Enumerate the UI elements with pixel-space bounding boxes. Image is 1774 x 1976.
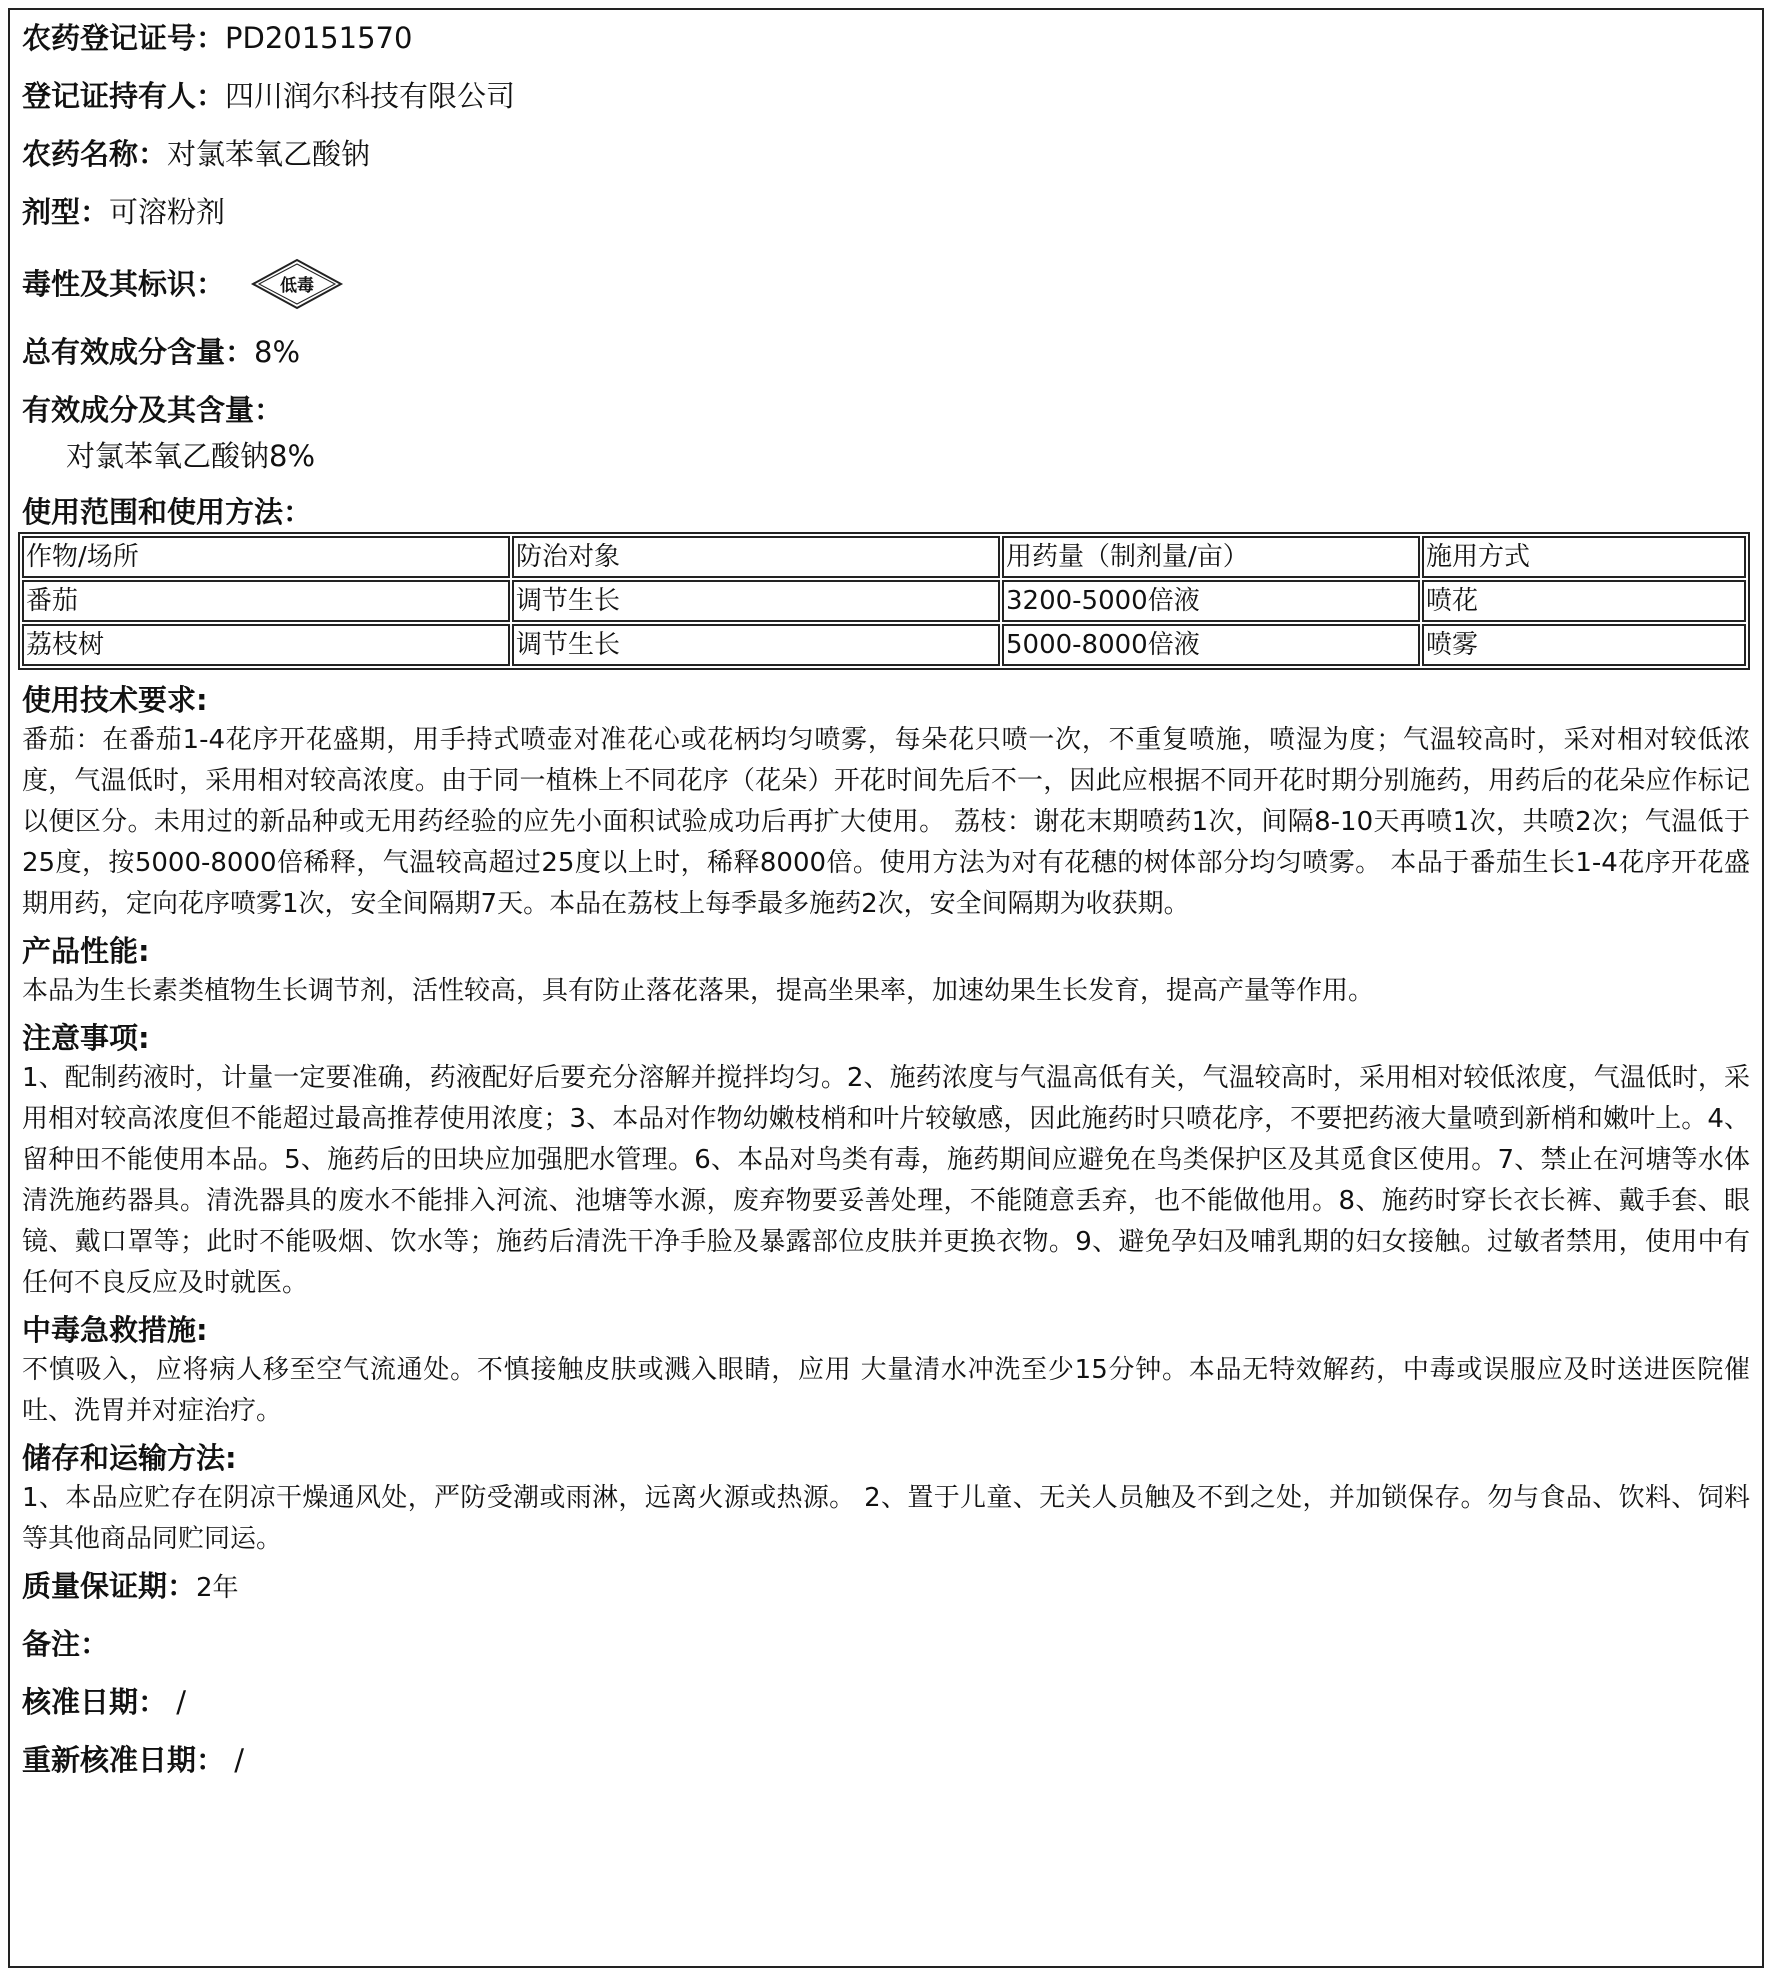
name-line	[22, 138, 1750, 170]
toxicity-line	[22, 254, 1750, 314]
notes-text: 1、配制药液时，计量一定要准确，药液配好后要充分溶解并搅拌均匀。2、施药浓度与气温高低有关，气温较高时，采用相对较低浓度，气温低时，采用相对较高浓度但不能超过最高推荐使用浓度；3、本品对作物幼嫩枝梢和叶片较敏感，因此施药时只喷花序，不要把药液大量喷到新梢和嫩叶上。4、留种田不能使用本品。5、施药后的田块应加强肥水管理。6、本品对鸟类有毒，施药期间应避免在鸟类保护区及其觅食区使用。7、禁止在河塘等水体清洗施药器具。清洗器具的废水不能排入河流、池塘等水源，废弃物要妥善处理，不能随意丢弃，也不能做他用。8、施药时穿长衣长裤、戴手套、眼镜、戴口罩等；此时不能吸烟、饮水等；施药后清洗干净手脸及暴露部位皮肤并更换衣物。9、避免孕妇及哺乳期的妇女接触。过敏者禁用，使用中有任何不良反应及时就医。	[22, 1063, 1750, 1298]
remarks-label: 备注：	[22, 1627, 110, 1661]
table-cell: 3200-5000倍液	[1002, 580, 1420, 622]
usage-label: 使用范围和使用方法：	[22, 495, 313, 529]
total-content-line	[22, 336, 1750, 368]
name-label: 农药名称：	[22, 137, 168, 171]
ingredients-value: 对氯苯氧乙酸钠8%	[66, 439, 316, 473]
header-cell: 作物/场所	[22, 536, 510, 578]
table-cell: 调节生长	[512, 580, 1000, 622]
registration-value: PD20151570	[225, 21, 413, 55]
warranty-line	[22, 1570, 1750, 1602]
holder-value: 四川润尔科技有限公司	[225, 79, 516, 113]
holder-line	[22, 80, 1750, 112]
approval-value: /	[167, 1685, 187, 1719]
firstaid-label: 中毒急救措施:	[22, 1313, 208, 1347]
pesticide-label-document	[8, 8, 1764, 1968]
name-value: 对氯苯氧乙酸钠	[167, 137, 371, 171]
ingredients-label: 有效成分及其含量：	[22, 393, 284, 427]
warranty-label: 质量保证期：	[22, 1569, 197, 1603]
total-content-value: 8%	[254, 335, 301, 369]
usage-table	[18, 532, 1750, 670]
notes-label: 注意事项:	[22, 1021, 150, 1055]
badge-text: 低毒	[280, 276, 315, 296]
performance-text: 本品为生长素类植物生长调节剂，活性较高，具有防止落花落果，提高坐果率，加速幼果生长发育，提高产量等作用。	[22, 976, 1375, 1006]
table-cell: 调节生长	[512, 624, 1000, 666]
table-row	[22, 580, 1746, 622]
table-cell: 番茄	[22, 580, 510, 622]
storage-label: 储存和运输方法:	[22, 1441, 237, 1475]
registration-label: 农药登记证号：	[22, 21, 226, 55]
firstaid-text: 不慎吸入，应将病人移至空气流通处。不慎接触皮肤或溅入眼睛，应用 大量清水冲洗至少15分钟。本品无特效解药，中毒或误服应及时送进医院催吐、洗胃并对症治疗。	[22, 1355, 1750, 1426]
header-cell: 用药量（制剂量/亩）	[1002, 536, 1420, 578]
warranty-value: 2年	[196, 1573, 239, 1603]
remarks-line	[22, 1628, 1750, 1660]
table-header-row	[22, 536, 1746, 578]
performance-label: 产品性能:	[22, 934, 150, 968]
table-cell: 5000-8000倍液	[1002, 624, 1420, 666]
reapproval-value: /	[225, 1743, 245, 1777]
table-cell: 荔枝树	[22, 624, 510, 666]
header-cell: 防治对象	[512, 536, 1000, 578]
table-cell: 喷花	[1422, 580, 1746, 622]
tech-label: 使用技术要求:	[22, 683, 208, 717]
reapproval-label: 重新核准日期：	[22, 1743, 226, 1777]
table-cell: 喷雾	[1422, 624, 1746, 666]
tech-text: 番茄：在番茄1-4花序开花盛期，用手持式喷壶对准花心或花柄均匀喷雾，每朵花只喷一次，不重复喷施，喷湿为度；气温较高时，采对相对较低浓度，气温低时，采用相对较高浓度。由于同一植株上不同花序（花朵）开花时间先后不一，因此应根据不同开花时期分别施药，用药后的花朵应作标记以便区分。未用过的新品种或无用药经验的应先小面积试验成功后再扩大使用。 荔枝：谢花末期喷药1次，间隔8-10天再喷1次，共喷2次；气温低于25度，按5000-8000倍稀释，气温较高超过25度以上时，稀释8000倍。使用方法为对有花穗的树体部分均匀喷雾。 本品于番茄生长1-4花序开花盛期用药，定向花序喷雾1次，安全间隔期7天。本品在荔枝上每季最多施药2次，安全间隔期为收获期。	[22, 725, 1750, 919]
toxicity-label: 毒性及其标识：	[22, 267, 226, 301]
storage-text: 1、本品应贮存在阴凉干燥通风处，严防受潮或雨淋，远离火源或热源。 2、置于儿童、无关人员触及不到之处，并加锁保存。勿与食品、饮料、饲料等其他商品同贮同运。	[22, 1483, 1750, 1554]
formulation-label: 剂型：	[22, 195, 110, 229]
formulation-value: 可溶粉剂	[109, 195, 226, 229]
total-content-label: 总有效成分含量：	[22, 335, 255, 369]
reapproval-line	[22, 1744, 1750, 1776]
holder-label: 登记证持有人：	[22, 79, 226, 113]
formulation-line	[22, 196, 1750, 228]
low-toxicity-badge-icon	[249, 257, 345, 311]
registration-line	[22, 22, 1750, 54]
approval-line	[22, 1686, 1750, 1718]
ingredients-line	[22, 394, 1750, 426]
header-cell: 施用方式	[1422, 536, 1746, 578]
table-row	[22, 624, 1746, 666]
approval-label: 核准日期：	[22, 1685, 168, 1719]
